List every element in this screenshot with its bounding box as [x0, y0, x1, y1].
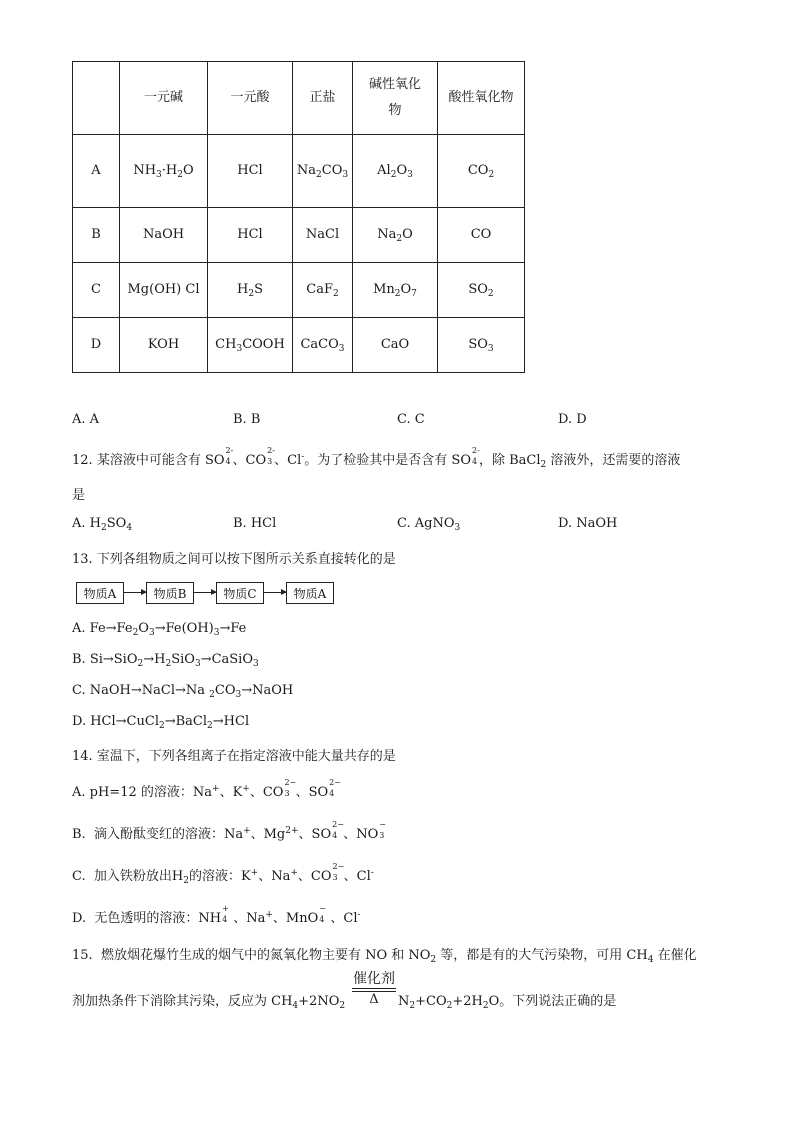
- table-cell: CaF$_2$: [293, 263, 353, 318]
- q13-option-a[interactable]: A. $Fe\to Fe_2O_3\to Fe(OH)_3\to Fe$: [72, 621, 247, 638]
- q12-text: ，除 BaCl: [479, 453, 541, 468]
- table-header-cell: [73, 62, 120, 135]
- charge-label: 2- 3: [267, 446, 275, 466]
- q12-stem-line2: 是: [72, 488, 86, 503]
- q12-text: 溶液外，还需要的溶液: [546, 453, 681, 468]
- table-cell: $Al_2O_3$: [353, 135, 438, 208]
- q13-option-c[interactable]: C. NaOH→NaCl→Na $_2CO_3\to NaOH$: [72, 683, 294, 700]
- q12-text: 、Cl: [274, 453, 302, 468]
- flow-box-substance-a: 物质A: [76, 582, 124, 604]
- flow-arrow: [264, 592, 286, 593]
- table-header-text: 碱性氧化物: [368, 77, 421, 118]
- q11-option-a[interactable]: A. A: [72, 412, 100, 427]
- table-cell: NaOH: [120, 208, 208, 263]
- q12-stem: 12. 某溶液中可能含有 SO 2- 4 、CO 2- 3 、Cl-。为了检验其中是否含有 SO 2- 4 ，除 BaCl$_2$ 溶液外，还需要的溶液: [72, 446, 681, 470]
- q12-text: 某溶液中可能含有 SO: [96, 453, 225, 468]
- q11-option-b[interactable]: B. B: [233, 412, 261, 427]
- row-label: D: [73, 318, 120, 373]
- q11-option-c[interactable]: C. C: [397, 412, 425, 427]
- q14-option-d[interactable]: D. 无色透明的溶液：NH + 4 、Na+、MnO − 4 、Cl-: [72, 904, 361, 926]
- table-header-cell: 正盐: [293, 62, 353, 135]
- table-cell: CO: [438, 208, 525, 263]
- q14-option-c[interactable]: C. 加入铁粉放出$H_2$的溶液：K+、Na+、CO 2− 3 、Cl-: [72, 862, 374, 886]
- row-label: A: [73, 135, 120, 208]
- classification-table: [72, 61, 525, 373]
- table-header-cell: [353, 62, 438, 135]
- flow-arrow: [124, 592, 146, 593]
- q12-text: 。为了检验其中是否含有 SO: [304, 453, 471, 468]
- table-cell: HCl: [208, 208, 293, 263]
- table-header-cell: 一元碱: [120, 62, 208, 135]
- q15-stem-line2-end: $N_2+CO_2+2H_2O$。下列说法正确的是: [398, 994, 617, 1011]
- q12-option-d[interactable]: D. NaOH: [558, 516, 618, 531]
- table-header-row: [73, 62, 525, 135]
- table-row: [73, 263, 525, 318]
- q14-option-a[interactable]: A. pH=12 的溶液：Na+、K+、CO 2− 3 、SO 2− 4: [72, 778, 341, 800]
- q15-stem-line2: 剂加热条件下消除其污染，反应为 $CH_4+2NO_2$: [72, 994, 346, 1011]
- table-row: [73, 318, 525, 373]
- table-cell: $H_2S$: [208, 263, 293, 318]
- q12-text: 、CO: [232, 453, 267, 468]
- table-cell: Mg(OH) Cl: [120, 263, 208, 318]
- table-cell: $CH_3COOH$: [208, 318, 293, 373]
- flow-box-substance-a-final: 物质A: [286, 582, 334, 604]
- q13-stem: 13. 下列各组物质之间可以按下图所示关系直接转化的是: [72, 552, 396, 567]
- table-header-cell: 一元酸: [208, 62, 293, 135]
- q12-option-b[interactable]: B. HCl: [233, 516, 277, 531]
- table-cell: $Na_2CO_3$: [293, 135, 353, 208]
- charge-label: 2- 4: [225, 446, 234, 466]
- table-cell: HCl: [208, 135, 293, 208]
- table-cell: $SO_2$: [438, 263, 525, 318]
- q15-stem-line1: 15. 燃放烟花爆竹生成的烟气中的氮氧化物主要有 NO 和 $NO_2$ 等，都是有的大气污染物，可用 $CH_4$ 在催化: [72, 948, 697, 965]
- table-cell: CaCO$_3$: [293, 318, 353, 373]
- flow-arrow: [194, 592, 216, 593]
- q13-option-d[interactable]: D. HCl→CuCl$_2$→BaCl$_2$→HCl: [72, 714, 250, 731]
- table-cell: NaCl: [293, 208, 353, 263]
- table-cell: KOH: [120, 318, 208, 373]
- q13-option-b[interactable]: B. $Si\to SiO_2\to H_2SiO_3\to CaSiO_3$: [72, 652, 259, 669]
- table-header-cell: 酸性氧化物: [438, 62, 525, 135]
- table-cell: $SO_3$: [438, 318, 525, 373]
- table-row: [73, 208, 525, 263]
- q12-option-a[interactable]: A. $H_2SO_4$: [72, 516, 133, 533]
- flow-box-substance-b: 物质B: [146, 582, 194, 604]
- table-cell: $NH_3\cdot H_2O$: [120, 135, 208, 208]
- reaction-condition: [352, 971, 396, 1007]
- table-cell: $Mn_2O_7$: [353, 263, 438, 318]
- table-cell: $CO_2$: [438, 135, 525, 208]
- table-cell: CaO: [353, 318, 438, 373]
- q11-option-d[interactable]: D. D: [558, 412, 587, 427]
- table-cell: $Na_2O$: [353, 208, 438, 263]
- row-label: C: [73, 263, 120, 318]
- q14-stem: 14. 室温下，下列各组离子在指定溶液中能大量共存的是: [72, 749, 396, 764]
- charge-label: 2- 4: [472, 446, 480, 466]
- catalyst-label: 催化剂: [353, 971, 395, 987]
- question-number: 12.: [72, 453, 93, 468]
- q12-option-c[interactable]: C. AgNO$_3$: [397, 516, 461, 533]
- table-row: [73, 135, 525, 208]
- heat-symbol: Δ: [369, 992, 379, 1007]
- q14-option-b[interactable]: B. 滴入酚酞变红的溶液：Na+、$Mg^{2+}$、SO 2− 4 、NO − 3: [72, 820, 386, 842]
- flow-box-substance-c: 物质C: [216, 582, 264, 604]
- row-label: B: [73, 208, 120, 263]
